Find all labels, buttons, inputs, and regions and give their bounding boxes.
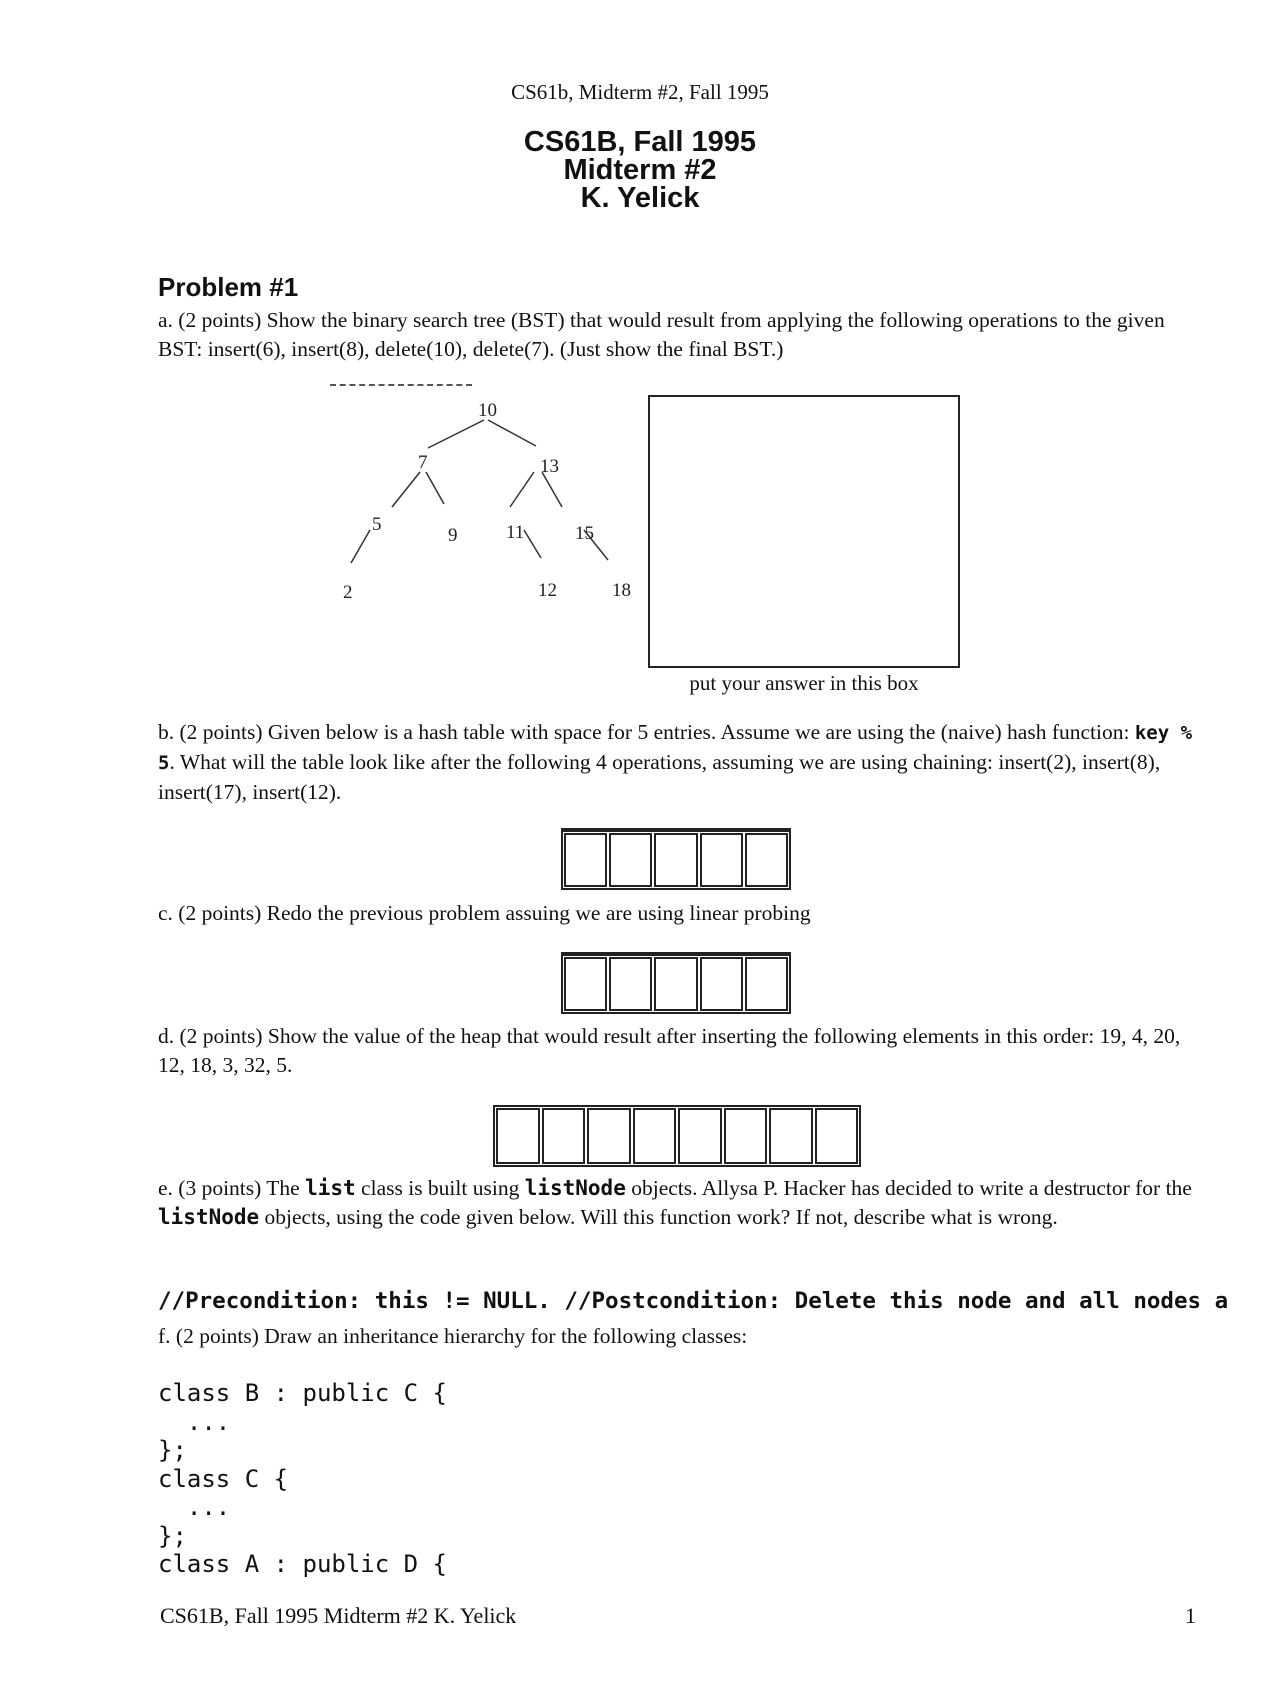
- answer-cell[interactable]: [654, 957, 697, 1011]
- precondition-code: //Precondition: this != NULL. //Postcondition: Delete this node and all nodes a: [158, 1288, 1229, 1314]
- answer-cell[interactable]: [745, 957, 788, 1011]
- bst-diagram: [320, 380, 650, 620]
- running-header: CS61b, Midterm #2, Fall 1995: [511, 80, 769, 104]
- problem-heading: Problem #1: [158, 272, 299, 302]
- tree-node-12: 12: [538, 580, 557, 601]
- answer-cell[interactable]: [564, 833, 607, 887]
- footer-text: CS61B, Fall 1995 Midterm #2 K. Yelick: [160, 1603, 517, 1628]
- edge-13-15: [542, 472, 562, 507]
- part-e-t3: objects. Allysa P. Hacker has decided to write a destructor for the: [625, 1176, 1192, 1200]
- tree-node-10: 10: [478, 400, 497, 421]
- answer-cell[interactable]: [745, 833, 788, 887]
- tree-node-5: 5: [372, 514, 382, 535]
- part-b-text-after: . What will the table look like after the following 4 operations, assuming we are using chaining: insert(2), insert(8), insert(17), insert(12).: [158, 750, 1161, 804]
- hash-table-chaining: [561, 828, 791, 890]
- hash-table-probing: [561, 952, 791, 1014]
- answer-cell[interactable]: [609, 833, 652, 887]
- answer-cell[interactable]: [769, 1108, 813, 1164]
- class-code-block: class B : public C { ... }; class C { ... }; class A : public D {: [158, 1379, 447, 1578]
- tree-node-9: 9: [448, 525, 458, 546]
- edge-13-11: [510, 472, 534, 507]
- tree-node-13: 13: [540, 456, 559, 477]
- answer-cell[interactable]: [700, 833, 743, 887]
- part-e-text: [158, 1174, 1208, 1232]
- title-author: K. Yelick: [580, 182, 700, 214]
- tree-node-15: 15: [575, 523, 594, 544]
- answer-cell[interactable]: [564, 957, 607, 1011]
- page-number: 1: [1185, 1603, 1196, 1628]
- tree-node-11: 11: [506, 522, 525, 543]
- answer-caption: put your answer in this box: [689, 671, 919, 695]
- title-exam: Midterm #2: [563, 154, 717, 186]
- part-e-t1: e. (3 points) The: [158, 1176, 306, 1200]
- edge-11-12: [524, 530, 541, 558]
- part-d-text: d. (2 points) Show the value of the heap that would result after inserting the following elements in this order: 19, 4, 20, 12, 18, 3, 32, 5.: [158, 1024, 1181, 1077]
- heap-array: [493, 1105, 861, 1167]
- part-a-text: a. (2 points) Show the binary search tree (BST) that would result from applying the following operations to the given BST: insert(6), insert(8), delete(10), delete(7). (Just show the final BST.): [158, 308, 1165, 361]
- answer-box[interactable]: [648, 395, 960, 668]
- title-course: CS61B, Fall 1995: [523, 126, 757, 158]
- answer-cell[interactable]: [496, 1108, 540, 1164]
- exam-title: [0, 128, 1280, 212]
- part-b-text-before: b. (2 points) Given below is a hash table with space for 5 entries. Assume we are using the (naive) hash function:: [158, 720, 1135, 744]
- answer-cell[interactable]: [815, 1108, 859, 1164]
- answer-cell[interactable]: [700, 957, 743, 1011]
- hash-function-code: key % 5: [158, 722, 1193, 774]
- part-f-text: f. (2 points) Draw an inheritance hierarchy for the following classes:: [158, 1324, 748, 1348]
- answer-cell[interactable]: [587, 1108, 631, 1164]
- answer-cell[interactable]: [678, 1108, 722, 1164]
- part-b-text: [158, 718, 1208, 807]
- answer-cell[interactable]: [609, 957, 652, 1011]
- edge-10-13: [488, 420, 536, 446]
- answer-cell[interactable]: [724, 1108, 768, 1164]
- edge-7-9: [426, 472, 444, 504]
- code-list: list: [305, 1176, 356, 1200]
- code-listnode-2: listNode: [158, 1205, 260, 1229]
- part-c-text: c. (2 points) Redo the previous problem assuing we are using linear probing: [158, 901, 811, 925]
- edge-5-2: [351, 530, 370, 563]
- answer-cell[interactable]: [633, 1108, 677, 1164]
- part-e-t2: class is built using: [355, 1176, 525, 1200]
- answer-cell[interactable]: [654, 833, 697, 887]
- tree-node-2: 2: [343, 582, 353, 603]
- tree-node-18: 18: [612, 580, 631, 601]
- code-listnode: listNode: [524, 1176, 626, 1200]
- answer-cell[interactable]: [542, 1108, 586, 1164]
- edge-7-5: [392, 472, 420, 507]
- part-e-t4: objects, using the code given below. Will this function work? If not, describe what is wrong.: [259, 1205, 1058, 1229]
- tree-node-7: 7: [418, 452, 428, 473]
- edge-10-7: [428, 420, 484, 448]
